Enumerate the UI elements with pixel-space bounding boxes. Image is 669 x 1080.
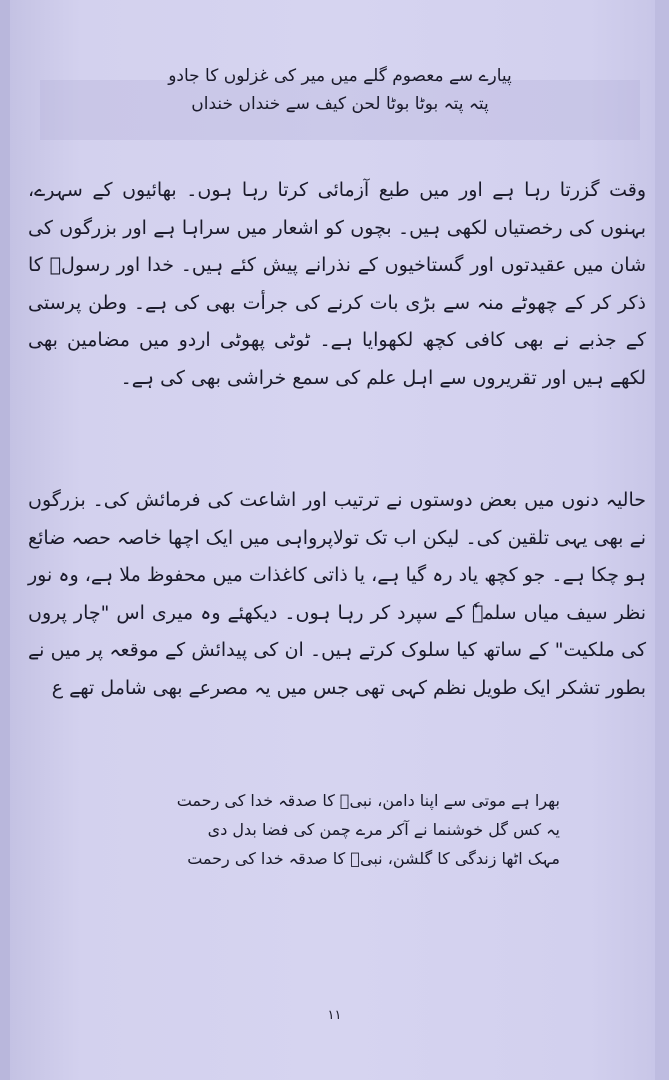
verse-line-3: مہک اٹھا زندگی کا گلشن، نبیؐ کا صدقہ خدا کی رحمت — [187, 849, 560, 868]
verse-line-1: بھرا ہے موتی سے اپنا دامن، نبیؐ کا صدقہ خدا کی رحمت — [176, 791, 560, 810]
page-number: ۱۱ — [327, 1008, 342, 1023]
verse-line-2: یہ کس گل خوشنما نے آکر مرے چمن کی فضا بدل دی — [207, 820, 560, 839]
page-right-edge — [655, 0, 669, 1080]
verse-block — [80, 786, 560, 873]
couplet-line-1: پیارے سے معصوم گلے میں میر کی غزلوں کا جادو — [168, 66, 512, 86]
paragraph-2: حالیہ دنوں میں بعض دوستوں نے ترتیب اور اشاعت کی فرمائش کی۔ بزرگوں نے بھی یہی تلقین کی۔ لیکن اب تک تولاپرواہی میں ایک اچھا خاصہ حصہ ضائع ہو چکا ہے۔ جو کچھ یاد رہ گیا ہے، یا ذاتی کاغذات میں محفوظ ملا ہے، وہ نور نظر سیف میاں سلمہٗ کے سپرد کر رہا ہوں۔ دیکھئے وہ میری اس "چار پروں کی ملکیت" کے ساتھ کیا سلوک کرتے ہیں۔ ان کی پیدائش کے موقعہ پر میں نے بطور تشکر ایک طویل نظم کہی تھی جس میں یہ مصرعے بھی شامل تھے ع — [28, 489, 646, 699]
opening-couplet — [100, 62, 580, 118]
couplet-line-2: پتہ پتہ بوٹا بوٹا لحن کیف سے خنداں خنداں — [191, 94, 489, 114]
page-left-edge — [0, 0, 10, 1080]
paragraph-1: وقت گزرتا رہا ہے اور میں طبع آزمائی کرتا رہا ہوں۔ بھائیوں کے سہرے، بہنوں کی رخصتیاں لکھی ہیں۔ بچوں کو اشعار میں سراہا ہے اور بزرگوں کی شان میں عقیدتوں اور گستاخیوں کے نذرانے پیش کئے ہیں۔ خدا اور رسولؐ کا ذکر کر کے چھوٹے منہ سے بڑی بات کرنے کی جرأت بھی کی ہے۔ وطن پرستی کے جذبے نے بھی کافی کچھ لکھوایا ہے۔ ٹوٹی پھوٹی اردو میں مضامین بھی لکھے ہیں اور تقریروں سے اہل علم کی سمع خراشی بھی کی ہے۔ — [28, 179, 646, 389]
